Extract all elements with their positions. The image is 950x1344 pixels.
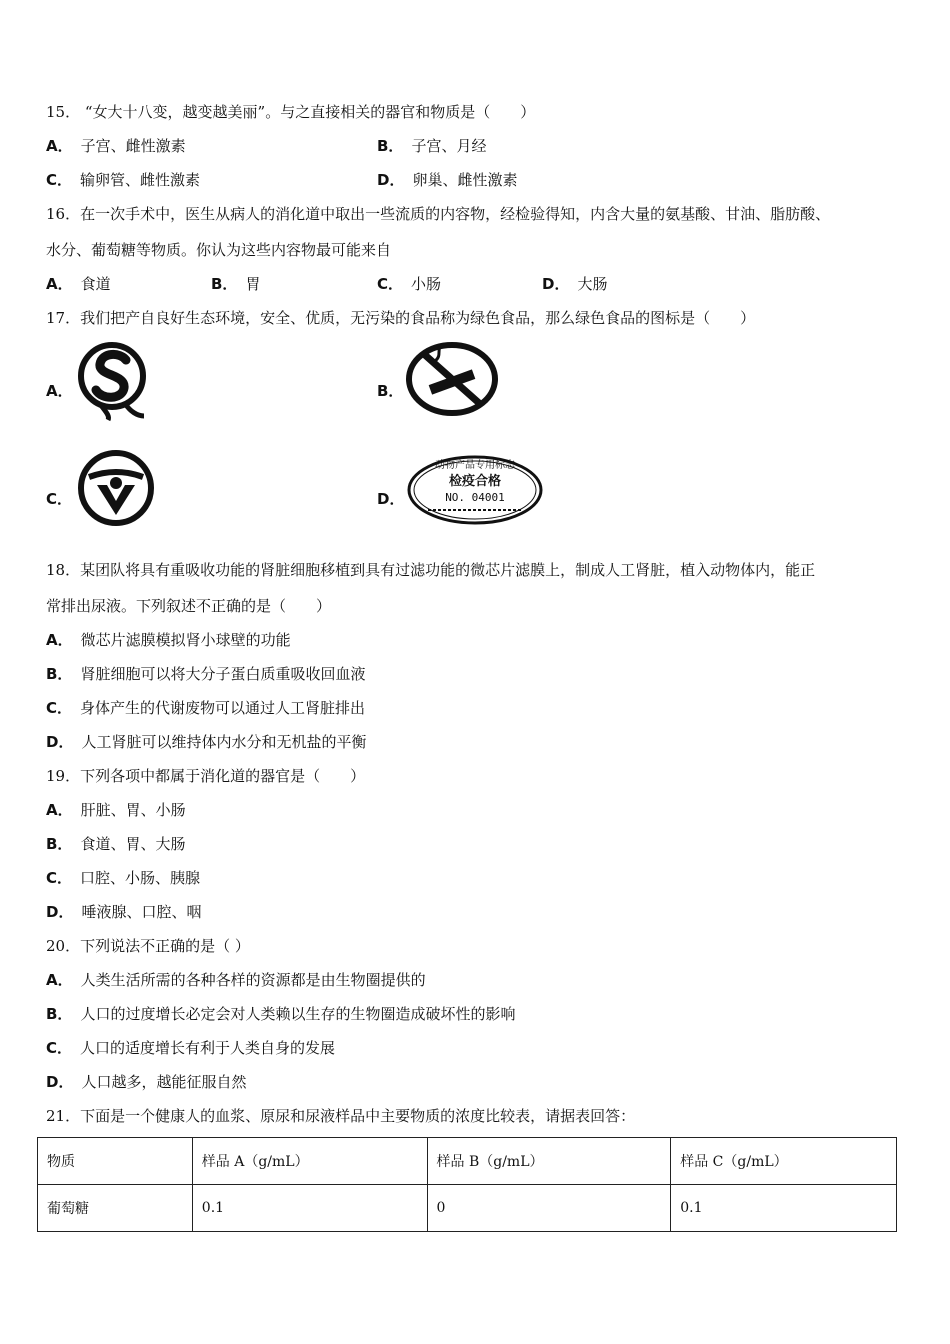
table-cell: 0.1 xyxy=(671,1185,897,1232)
option-text: 输卵管、雌性激素 xyxy=(80,171,201,189)
stamp-line-3: NO. 04001 xyxy=(445,491,505,504)
table-header-cell: 物质 xyxy=(38,1138,193,1185)
q19-option-d[interactable] xyxy=(46,902,201,922)
table-header-cell: 样品 B（g/mL） xyxy=(427,1138,671,1185)
option-text: 人口的过度增长必定会对人类赖以生存的生物圈造成破坏性的影响 xyxy=(80,1005,516,1023)
q18-option-c[interactable] xyxy=(46,698,365,718)
q18-stem-line2: 常排出尿液。下列叙述不正确的是（ ） xyxy=(46,597,332,615)
qs-quality-mark-icon[interactable] xyxy=(78,340,148,422)
option-text: 食道 xyxy=(80,275,111,293)
q16-option-b[interactable] xyxy=(211,274,260,294)
option-label: C． xyxy=(46,699,73,717)
option-label: B． xyxy=(46,665,73,683)
option-label: B． xyxy=(46,835,73,853)
option-label: D． xyxy=(46,903,74,921)
option-label: C． xyxy=(46,171,73,189)
option-text: 食道、胃、大肠 xyxy=(80,835,186,853)
option-label: D． xyxy=(46,1073,74,1091)
q20-stem: 20．下列说法不正确的是（ ） xyxy=(46,937,250,955)
q17-option-c-label: C． xyxy=(46,490,73,508)
option-text: 大肠 xyxy=(577,275,608,293)
table-cell: 0 xyxy=(427,1185,671,1232)
q15-option-a[interactable] xyxy=(46,136,186,156)
option-label: D． xyxy=(46,733,74,751)
option-text: 卵巢、雌性激素 xyxy=(412,171,518,189)
option-text: 身体产生的代谢废物可以通过人工肾脏排出 xyxy=(80,699,366,717)
q18-option-a[interactable] xyxy=(46,630,291,650)
option-label: B． xyxy=(211,275,238,293)
table-header-row xyxy=(38,1138,897,1185)
option-text: 唾液腺、口腔、咽 xyxy=(81,903,202,921)
option-text: 胃 xyxy=(245,275,261,293)
option-text: 口腔、小肠、胰腺 xyxy=(80,869,201,887)
option-label: D． xyxy=(377,171,405,189)
option-label: C． xyxy=(377,275,404,293)
q15-stem: 15． “女大十八变，越变越美丽”。与之直接相关的器官和物质是（ ） xyxy=(46,103,536,121)
q19-option-c[interactable] xyxy=(46,868,200,888)
table-header-cell: 样品 C（g/mL） xyxy=(671,1138,897,1185)
option-label: A． xyxy=(46,801,73,819)
option-label: A． xyxy=(46,275,73,293)
stamp-line-1: 动物产品专用标志 xyxy=(435,460,515,471)
option-text: 人口越多，越能征服自然 xyxy=(81,1073,247,1091)
q16-option-d[interactable] xyxy=(542,274,607,294)
option-label: A． xyxy=(46,631,73,649)
option-label: D． xyxy=(542,275,570,293)
q16-stem-line1: 16．在一次手术中，医生从病人的消化道中取出一些流质的内容物，经检验得知，内含大量的氨基酸、甘油、脂肪酸、 xyxy=(46,205,831,223)
option-text: 肾脏细胞可以将大分子蛋白质重吸收回血液 xyxy=(80,665,366,683)
table-header-cell: 样品 A（g/mL） xyxy=(192,1138,427,1185)
q16-option-a[interactable] xyxy=(46,274,111,294)
q18-stem-line1: 18．某团队将具有重吸收功能的肾脏细胞移植到具有过滤功能的微芯片滤膜上，制成人工肾脏，植入动物体内，能正 xyxy=(46,561,816,579)
option-text: 肝脏、胃、小肠 xyxy=(80,801,186,819)
no-smoking-sign-icon[interactable] xyxy=(405,341,499,417)
q18-option-b[interactable] xyxy=(46,664,365,684)
q21-stem: 21．下面是一个健康人的血浆、原尿和尿液样品中主要物质的浓度比较表，请据表回答： xyxy=(46,1107,636,1125)
q15-option-d[interactable] xyxy=(377,170,517,190)
stamp-line-2: 检疫合格 xyxy=(448,474,501,489)
q20-option-b[interactable] xyxy=(46,1004,515,1024)
option-label: C． xyxy=(46,1039,73,1057)
q20-option-a[interactable] xyxy=(46,970,426,990)
q19-option-b[interactable] xyxy=(46,834,185,854)
table-row xyxy=(38,1185,897,1232)
q15-option-b[interactable] xyxy=(377,136,486,156)
q16-stem-line2: 水分、葡萄糖等物质。你认为这些内容物最可能来自 xyxy=(46,241,392,259)
table-cell: 葡萄糖 xyxy=(38,1185,193,1232)
q15-options-row1 xyxy=(46,136,906,156)
concentration-table xyxy=(37,1137,897,1232)
q18-option-d[interactable] xyxy=(46,732,366,752)
q16-options-row xyxy=(46,274,906,294)
option-text: 人类生活所需的各种各样的资源都是由生物圈提供的 xyxy=(80,971,426,989)
q19-option-a[interactable] xyxy=(46,800,186,820)
option-label: C． xyxy=(46,869,73,887)
q17-option-a-label: A． xyxy=(46,382,73,400)
option-label: A． xyxy=(46,137,73,155)
option-label: B． xyxy=(377,137,404,155)
option-text: 子宫、雌性激素 xyxy=(80,137,186,155)
table-cell: 0.1 xyxy=(192,1185,427,1232)
q17-option-d-label: D． xyxy=(377,490,405,508)
q15-options-row2 xyxy=(46,170,906,190)
option-text: 微芯片滤膜模拟肾小球壁的功能 xyxy=(80,631,291,649)
option-text: 人工肾脏可以维持体内水分和无机盐的平衡 xyxy=(81,733,367,751)
option-text: 小肠 xyxy=(411,275,442,293)
q20-option-d[interactable] xyxy=(46,1072,246,1092)
q19-stem: 19．下列各项中都属于消化道的器官是（ ） xyxy=(46,767,366,785)
q17-stem: 17．我们把产自良好生态环境，安全、优质，无污染的食品称为绿色食品，那么绿色食品的图标是（ ） xyxy=(46,309,756,327)
option-text: 人口的适度增长有利于人类自身的发展 xyxy=(80,1039,336,1057)
quarantine-stamp-icon[interactable] xyxy=(406,454,544,526)
q20-option-c[interactable] xyxy=(46,1038,335,1058)
green-food-logo-icon[interactable] xyxy=(77,449,155,527)
option-label: A． xyxy=(46,971,73,989)
q17-option-b-label: B． xyxy=(377,382,404,400)
q16-option-c[interactable] xyxy=(377,274,441,294)
option-text: 子宫、月经 xyxy=(411,137,487,155)
q15-option-c[interactable] xyxy=(46,170,200,190)
option-label: B． xyxy=(46,1005,73,1023)
